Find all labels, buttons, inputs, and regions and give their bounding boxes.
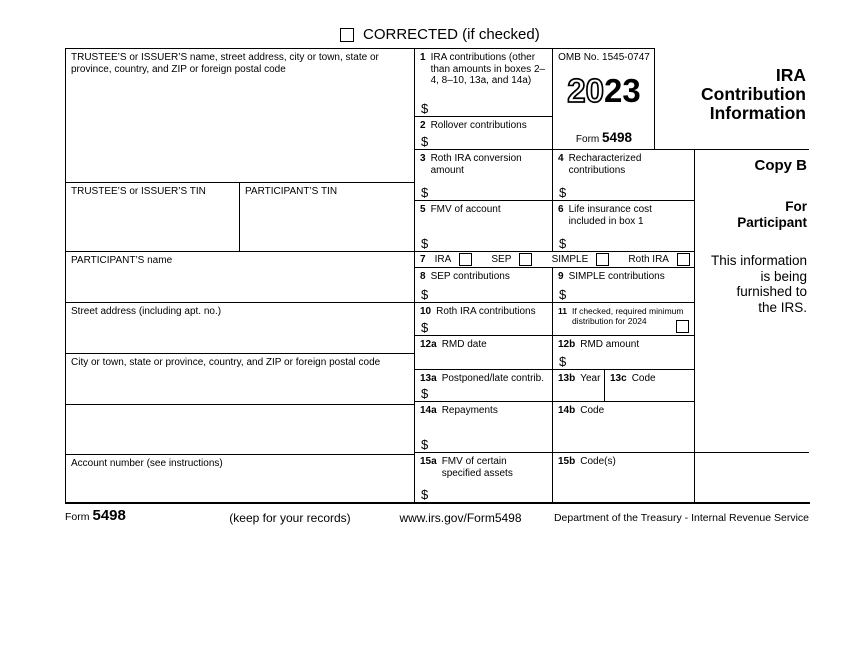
box-12a-rmd-date[interactable]	[415, 336, 553, 370]
corrected-checkbox[interactable]	[340, 28, 354, 42]
sep-checkbox[interactable]	[519, 253, 532, 266]
participant-tin-box[interactable]	[240, 183, 415, 252]
dollar-sign: $	[421, 320, 429, 335]
box-12b-rmd-amount[interactable]	[553, 336, 695, 370]
box-1-label: IRA contributions (other than amounts in boxes 2–4, 8–10, 13a, and 14a)	[430, 52, 546, 86]
street-address-box[interactable]	[65, 303, 415, 354]
furnished-to-irs-text: This information is being furnished to the IRS.	[710, 253, 807, 315]
dollar-sign: $	[421, 185, 429, 200]
box-6-number: 6	[558, 204, 564, 215]
box-7-ira-type-row	[415, 252, 695, 268]
box-13a-label: Postponed/late contrib.	[441, 373, 544, 384]
box-15a-number: 15a	[420, 456, 437, 467]
street-address-label: Street address (including apt. no.)	[71, 306, 222, 317]
box-15a-fmv-specified-assets[interactable]	[415, 453, 553, 502]
dollar-sign: $	[559, 236, 567, 251]
box-13b-label: Year	[580, 373, 601, 384]
copy-b-label: Copy B	[754, 157, 807, 174]
dollar-sign: $	[421, 134, 429, 149]
account-number-box[interactable]	[65, 455, 415, 502]
box-13b-year[interactable]	[553, 370, 605, 402]
simple-checkbox[interactable]	[596, 253, 609, 266]
form-bottom-rule	[65, 502, 810, 504]
form-title: IRA Contribution Information	[701, 65, 806, 123]
box-13b-number: 13b	[558, 373, 576, 384]
city-label: City or town, state or province, country, and ZIP or foreign postal code	[71, 357, 381, 368]
box-10-roth-contributions[interactable]	[415, 303, 553, 336]
dollar-sign: $	[559, 287, 567, 302]
participant-name-box[interactable]	[65, 252, 415, 303]
box-7-sep-label: SEP	[491, 254, 512, 265]
participant-tin-label: PARTICIPANT’S TIN	[245, 186, 338, 197]
box-3-number: 3	[420, 153, 426, 164]
tax-year-solid: 23	[604, 72, 641, 109]
box-9-label: SIMPLE contributions	[568, 271, 665, 282]
box-12a-number: 12a	[420, 339, 437, 350]
footer-keep-for-records: (keep for your records)	[229, 511, 351, 525]
box-12a-label: RMD date	[441, 339, 487, 350]
box-2-rollover-contributions[interactable]	[415, 117, 553, 150]
ira-checkbox[interactable]	[459, 253, 472, 266]
rmd-required-checkbox[interactable]	[676, 320, 689, 333]
box-8-sep-contributions[interactable]	[415, 268, 553, 303]
box-2-number: 2	[420, 120, 426, 131]
box-7-simple-label: SIMPLE	[551, 254, 589, 265]
box-15a-label: FMV of certain specified assets	[441, 456, 513, 479]
corrected-label: CORRECTED (if checked)	[363, 26, 540, 43]
box-14a-number: 14a	[420, 405, 437, 416]
box-12b-number: 12b	[558, 339, 576, 350]
trustee-info-box[interactable]	[65, 48, 415, 183]
dollar-sign: $	[421, 386, 429, 401]
box-11-number: 11	[558, 306, 567, 316]
box-7-ira-label: IRA	[434, 254, 452, 265]
box-11-label: If checked, required minimum distribution for 2024	[572, 306, 684, 326]
box-14a-repayments[interactable]	[415, 402, 553, 453]
right-column-mid-rule	[695, 452, 809, 453]
tax-year	[553, 74, 655, 108]
box-10-label: Roth IRA contributions	[436, 306, 536, 317]
tax-year-outline: 20	[567, 72, 604, 109]
trustee-info-label: TRUSTEE’S or ISSUER’S name, street address, city or town, state or province, country, and ZIP or foreign postal code	[71, 52, 379, 75]
box-2-label: Rollover contributions	[430, 120, 527, 131]
city-box[interactable]	[65, 354, 415, 405]
form-number-badge: Form 5498	[575, 130, 633, 145]
box-1-ira-contributions[interactable]	[415, 48, 553, 117]
box-9-number: 9	[558, 271, 564, 282]
box-6-label: Life insurance cost included in box 1	[568, 204, 652, 227]
box-10-number: 10	[420, 306, 432, 317]
trustee-tin-label: TRUSTEE’S or ISSUER’S TIN	[71, 186, 206, 197]
box-3-roth-conversion[interactable]	[415, 150, 553, 201]
box-14b-code[interactable]	[553, 402, 695, 453]
dollar-sign: $	[421, 287, 429, 302]
footer-irs-url: www.irs.gov/Form5498	[399, 511, 522, 525]
box-15b-number: 15b	[558, 456, 576, 467]
box-5-label: FMV of account	[430, 204, 501, 215]
participant-name-label: PARTICIPANT’S name	[71, 255, 173, 266]
dollar-sign: $	[559, 354, 567, 369]
box-13a-postponed-contrib[interactable]	[415, 370, 553, 402]
dollar-sign: $	[559, 185, 567, 200]
right-column-top-rule	[655, 149, 809, 150]
box-13c-label: Code	[631, 373, 656, 384]
footer-form-number: Form 5498	[65, 507, 126, 524]
dollar-sign: $	[421, 236, 429, 251]
box-3-label: Roth IRA conversion amount	[430, 153, 522, 176]
box-15b-codes[interactable]	[553, 453, 695, 502]
box-1-number: 1	[420, 52, 426, 63]
box-14a-label: Repayments	[441, 405, 498, 416]
box-13c-code[interactable]	[605, 370, 695, 402]
box-4-label: Recharacterized contributions	[568, 153, 642, 176]
account-number-label: Account number (see instructions)	[71, 458, 223, 469]
box-12b-label: RMD amount	[580, 339, 640, 350]
omb-number: OMB No. 1545-0747	[558, 52, 650, 63]
box-13a-number: 13a	[420, 373, 437, 384]
dollar-sign: $	[421, 437, 429, 452]
box-14b-number: 14b	[558, 405, 576, 416]
box-15b-label: Code(s)	[580, 456, 616, 467]
dollar-sign: $	[421, 101, 429, 116]
box-13c-number: 13c	[610, 373, 627, 384]
box-7-roth-label: Roth IRA	[628, 254, 669, 265]
box-8-number: 8	[420, 271, 426, 282]
trustee-tin-box[interactable]	[65, 183, 240, 252]
corrected-header	[340, 26, 540, 43]
footer-department: Department of the Treasury - Internal Revenue Service	[553, 512, 809, 524]
box-6-life-insurance-cost[interactable]	[553, 201, 695, 252]
box-8-label: SEP contributions	[430, 271, 510, 282]
address-extra-box[interactable]	[65, 405, 415, 455]
box-5-fmv-of-account[interactable]	[415, 201, 553, 252]
for-participant-label: For Participant	[737, 199, 807, 230]
box-14b-label: Code	[580, 405, 605, 416]
box-5-number: 5	[420, 204, 426, 215]
box-4-number: 4	[558, 153, 564, 164]
box-4-recharacterized[interactable]	[553, 150, 695, 201]
box-7-number: 7	[420, 254, 426, 265]
dollar-sign: $	[421, 487, 429, 502]
